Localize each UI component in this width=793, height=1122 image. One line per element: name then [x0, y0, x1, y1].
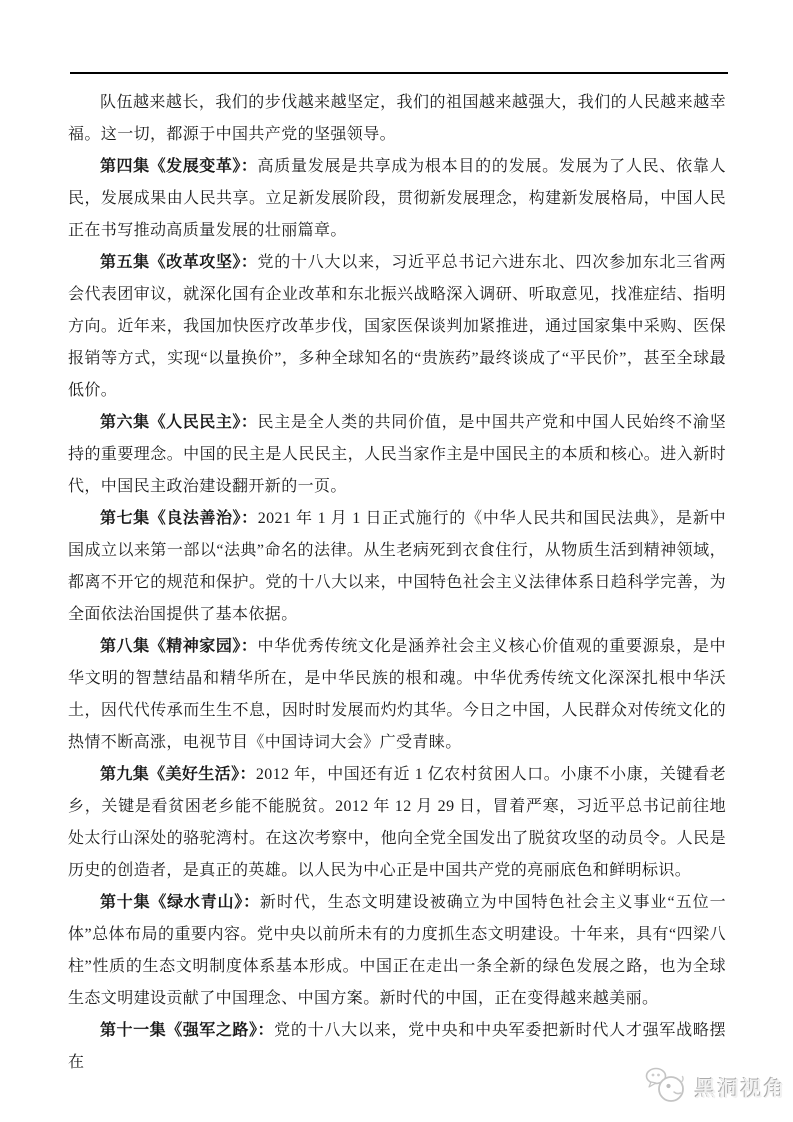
paragraph-text: 党的十八大以来，习近平总书记六进东北、四次参加东北三省两会代表团审议，就深化国有企业改革和东北振兴战略深入调研、听取意见，找准症结、指明方向。近年来，我国加快医疗改革步伐，国家医保谈判加紧推进，通过国家集中采购、医保报销等方式，实现“以量换价”，多种全球知名的“贵族药”最终谈成了“平民价”，甚至全球最低价。 — [68, 254, 726, 399]
paragraph-text: 中华优秀传统文化是涵养社会主义核心价值观的重要源泉，是中华文明的智慧结晶和精华所在，是中华民族的根和魂。中华优秀传统文化深深扎根中华沃土，因代代传承而生生不息，因时时发展而灼灼其华。今日之中国，人民群众对传统文化的热情不断高涨，电视节目《中国诗词大会》广受青睐。 — [68, 638, 726, 751]
document-body — [68, 87, 726, 1079]
episode-paragraph — [68, 407, 726, 503]
episode-paragraph — [68, 247, 726, 407]
paragraph-text: 队伍越来越长，我们的步伐越来越坚定，我们的祖国越来越强大，我们的人民越来越幸福。这一切，都源于中国共产党的坚强领导。 — [68, 94, 726, 143]
paragraph-text: 民主是全人类的共同价值，是中国共产党和中国人民始终不渝坚持的重要理念。中国的民主是人民民主，人民当家作主是中国民主的本质和核心。进入新时代，中国民主政治建设翻开新的一页。 — [68, 414, 726, 495]
episode-title: 第九集《美好生活》： — [100, 766, 256, 783]
episode-title: 第八集《精神家园》： — [100, 638, 258, 655]
episode-paragraph — [68, 887, 726, 1015]
episode-title: 第十集《绿水青山》： — [100, 894, 260, 911]
paragraph-text: 党的十八大以来，党中央和中央军委把新时代人才强军战略摆在 — [68, 1022, 726, 1071]
episode-paragraph — [68, 1015, 726, 1079]
episode-title: 第四集《发展变革》： — [100, 158, 258, 175]
episode-paragraph — [68, 151, 726, 247]
watermark-text: 黑洞视角 — [695, 1077, 787, 1101]
episode-title: 第六集《人民民主》： — [100, 414, 258, 431]
episode-paragraph — [68, 503, 726, 631]
blackhole-cat-logo-icon — [644, 1065, 690, 1110]
episode-title: 第五集《改革攻坚》： — [100, 254, 258, 271]
paragraph-text: 2021 年 1 月 1 日正式施行的《中华人民共和国民法典》，是新中国成立以来第一部以“法典”命名的法律。从生老病死到衣食住行，从物质生活到精神领域，都离不开它的规范和保护。党的十八大以来，中国特色社会主义法律体系日趋科学完善，为全面依法治国提供了基本依据。 — [68, 510, 726, 623]
episode-paragraph — [68, 759, 726, 887]
episode-title: 第十一集《强军之路》： — [100, 1022, 275, 1039]
paragraph — [68, 87, 726, 151]
paragraph-text: 2012 年，中国还有近 1 亿农村贫困人口。小康不小康，关键看老乡，关键是看贫困老乡能不能脱贫。2012 年 12 月 29 日，冒着严寒，习近平总书记前往地处太行山深处的骆驼湾村。在这次考察中，他向全党全国发出了脱贫攻坚的动员令。人民是历史的创造者，是真正的英雄。以人民为中心正是中国共产党的亮丽底色和鲜明标识。 — [68, 766, 726, 879]
episode-title: 第七集《良法善治》： — [100, 510, 258, 527]
episode-paragraph — [68, 631, 726, 759]
header-rule — [70, 72, 728, 74]
watermark — [644, 1065, 787, 1110]
paragraph-text: 新时代，生态文明建设被确立为中国特色社会主义事业“五位一体”总体布局的重要内容。党中央以前所未有的力度抓生态文明建设。十年来，具有“四梁八柱”性质的生态文明制度体系基本形成。中国正在走出一条全新的绿色发展之路，也为全球生态文明建设贡献了中国理念、中国方案。新时代的中国，正在变得越来越美丽。 — [68, 894, 726, 1007]
paragraph-text: 高质量发展是共享成为根本目的的发展。发展为了人民、依靠人民，发展成果由人民共享。立足新发展阶段，贯彻新发展理念，构建新发展格局，中国人民正在书写推动高质量发展的壮丽篇章。 — [68, 158, 726, 239]
